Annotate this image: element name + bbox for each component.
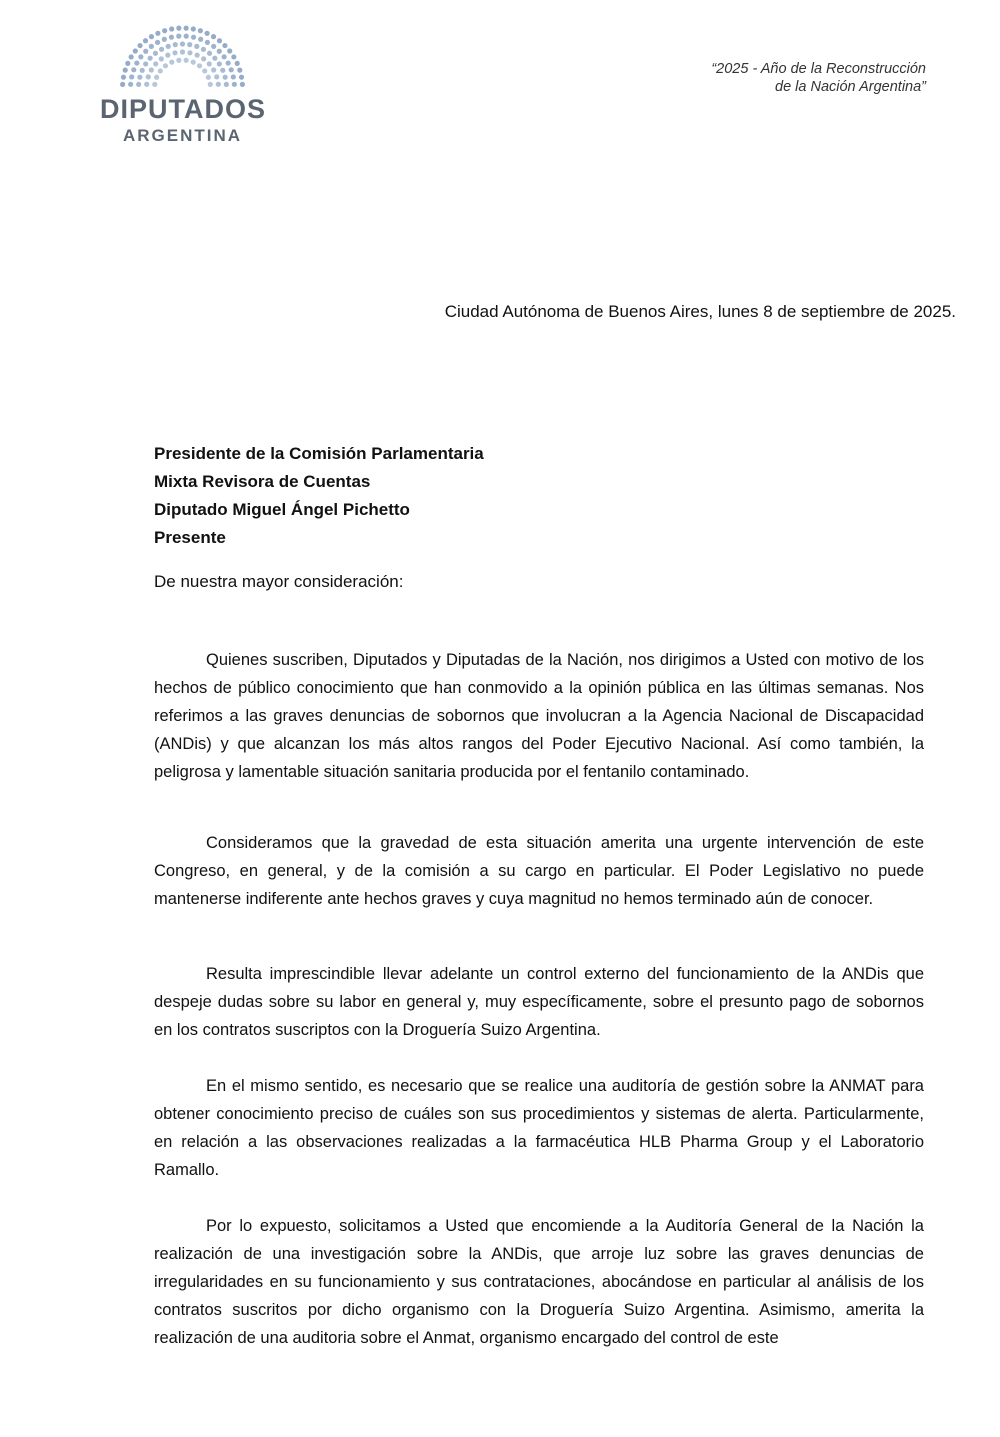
seat-dot: [191, 26, 196, 31]
seat-dot: [226, 60, 231, 65]
seat-dot: [155, 40, 160, 45]
seat-dot: [162, 28, 167, 33]
seat-dot: [176, 34, 181, 39]
recipient-line: Presidente de la Comisión Parlamentaria: [154, 444, 484, 463]
seat-dot: [240, 82, 245, 87]
seat-dot: [137, 75, 142, 80]
seat-dot: [134, 60, 139, 65]
motto-line-1: “2025 - Año de la Reconstrucción: [711, 61, 926, 77]
seat-dot: [229, 67, 234, 72]
seat-dot: [217, 49, 222, 54]
seat-dot: [187, 42, 192, 47]
recipient-block: [154, 440, 484, 552]
seat-dot: [123, 68, 128, 73]
seat-dot: [197, 63, 202, 68]
seat-dot: [184, 26, 189, 31]
seat-dot: [222, 54, 227, 59]
seat-dot: [162, 37, 167, 42]
body-paragraph: Por lo expuesto, solicitamos a Usted que encomiende a la Auditoría General de la Nación la realización de una investigación sobre la ANDis, que arroje luz sobre las graves denuncias de irregularidades en su funcionamiento y sus contrataciones, abocándose en particular al análisis de los contratos suscritos por dicho organismo con la Droguería Suizo Argentina. Asimismo, amerita la realización de una auditoria sobre el Anmat, organismo encargado del control de este: [154, 1217, 924, 1347]
seat-dot: [165, 53, 170, 58]
seat-dot: [163, 63, 168, 68]
seat-dot: [166, 44, 171, 49]
seat-dot: [173, 42, 178, 47]
seat-dot: [198, 37, 203, 42]
seat-dot: [169, 26, 174, 31]
seat-dot: [216, 82, 221, 87]
seat-dot: [187, 50, 192, 55]
seat-dot: [143, 61, 148, 66]
seat-dot: [201, 47, 206, 52]
seat-dot: [180, 41, 185, 46]
seat-dot: [180, 49, 185, 54]
seat-dot: [169, 60, 174, 65]
logo-title: DIPUTADOS: [100, 94, 267, 124]
seat-dot: [212, 56, 217, 61]
body-paragraph: Quienes suscriben, Diputados y Diputadas de la Nación, nos dirigimos a Usted con motivo de los hechos de público conocimiento que han conmovido a la opinión pública en las últimas semanas. Nos referimos a las graves denuncias de sobornos que involucran a la Agencia Nacional de Discapacidad (ANDis) y que alcanzan los más altos rangos del Poder Ejecutivo Nacional. Así como también, la peligrosa y lamentable situación sanitaria producida por el fentanilo contaminado.: [154, 651, 924, 781]
seat-dot: [231, 74, 236, 79]
seat-dot: [202, 68, 207, 73]
seat-dot: [214, 74, 219, 79]
seat-dot: [121, 75, 126, 80]
seat-dot: [237, 68, 242, 73]
diputados-logo: [100, 22, 265, 152]
seat-dot: [220, 68, 225, 73]
seat-dot: [146, 74, 151, 79]
seat-dot: [129, 74, 134, 79]
seat-dot: [224, 82, 229, 87]
seat-dot: [131, 67, 136, 72]
recipient-line: Presente: [154, 528, 226, 547]
seat-dot: [140, 68, 145, 73]
seat-dot: [143, 49, 148, 54]
seat-dot: [231, 54, 236, 59]
seat-dot: [235, 61, 240, 66]
seat-dot: [128, 82, 133, 87]
seat-dot: [184, 34, 189, 39]
seat-dot: [159, 47, 164, 52]
seat-dot: [239, 75, 244, 80]
seat-dot: [211, 44, 216, 49]
seat-dot: [217, 61, 222, 66]
seat-dot: [159, 56, 164, 61]
seat-dot: [120, 82, 125, 87]
motto-line-2: de la Nación Argentina”: [775, 79, 926, 95]
seat-dot: [153, 51, 158, 56]
seat-dot: [172, 50, 177, 55]
seat-dot: [136, 82, 141, 87]
seat-dot: [211, 67, 216, 72]
seat-dot: [184, 58, 189, 63]
seat-dot: [207, 51, 212, 56]
recipient-line: Mixta Revisora de Cuentas: [154, 472, 371, 491]
body-paragraph: Consideramos que la gravedad de esta situación amerita una urgente intervención de este Congreso, en general, y de la comisión a su cargo en particular. El Poder Legislativo no puede mantenerse indiferente ante hechos graves y cuya magnitud no hemos terminado aún de conocer.: [154, 834, 924, 908]
seat-dot: [149, 34, 154, 39]
letter-date: Ciudad Autónoma de Buenos Aires, lunes 8 de septiembre de 2025.: [444, 302, 956, 321]
seat-dot: [206, 75, 211, 80]
seat-dot: [195, 53, 200, 58]
seat-dot: [129, 54, 134, 59]
seat-dot: [138, 54, 143, 59]
seat-dot: [205, 40, 210, 45]
seat-dot: [158, 68, 163, 73]
seat-dot: [176, 26, 181, 31]
seat-dot: [194, 44, 199, 49]
seat-dot: [217, 38, 222, 43]
seat-dot: [169, 35, 174, 40]
seat-dot: [207, 61, 212, 66]
seat-dot: [191, 60, 196, 65]
hemicycle-icon: [100, 22, 265, 92]
year-motto: [711, 60, 926, 96]
logo-subtitle: ARGENTINA: [122, 126, 243, 145]
seat-dot: [198, 28, 203, 33]
seat-dot: [155, 31, 160, 36]
seat-dot: [154, 75, 159, 80]
body-paragraph: Resulta imprescindible llevar adelante un control externo del funcionamiento de la ANDis que despeje dudas sobre su labor en general y, muy específicamente, sobre el presunto pago de sobornos en los contratos suscriptos con la Droguería Suizo Argentina.: [154, 965, 924, 1039]
seat-dot: [153, 61, 158, 66]
recipient-line: Diputado Miguel Ángel Pichetto: [154, 500, 410, 519]
seat-dot: [152, 82, 157, 87]
body-paragraph: En el mismo sentido, es necesario que se realice una auditoría de gestión sobre la ANMAT para obtener conocimiento preciso de cuáles son sus procedimientos y sistemas de alerta. Particularmente, en relación a las observaciones realizadas a la farmacéutica HLB Pharma Group y el Laboratorio Ramallo.: [154, 1077, 924, 1179]
seat-dot: [133, 48, 138, 53]
seat-dot: [144, 82, 149, 87]
seat-dot: [222, 43, 227, 48]
seat-dot: [125, 61, 130, 66]
seat-dot: [223, 75, 228, 80]
seat-dot: [149, 67, 154, 72]
seat-dot: [191, 35, 196, 40]
seat-dot: [143, 38, 148, 43]
seat-dot: [149, 44, 154, 49]
seat-dot: [137, 43, 142, 48]
seat-dot: [176, 58, 181, 63]
seat-dot: [232, 82, 237, 87]
seat-dot: [227, 48, 232, 53]
seat-dot: [148, 56, 153, 61]
seat-dot: [201, 56, 206, 61]
seat-dot: [205, 31, 210, 36]
greeting: De nuestra mayor consideración:: [154, 572, 404, 591]
seat-dot: [208, 82, 213, 87]
seat-dot: [211, 34, 216, 39]
